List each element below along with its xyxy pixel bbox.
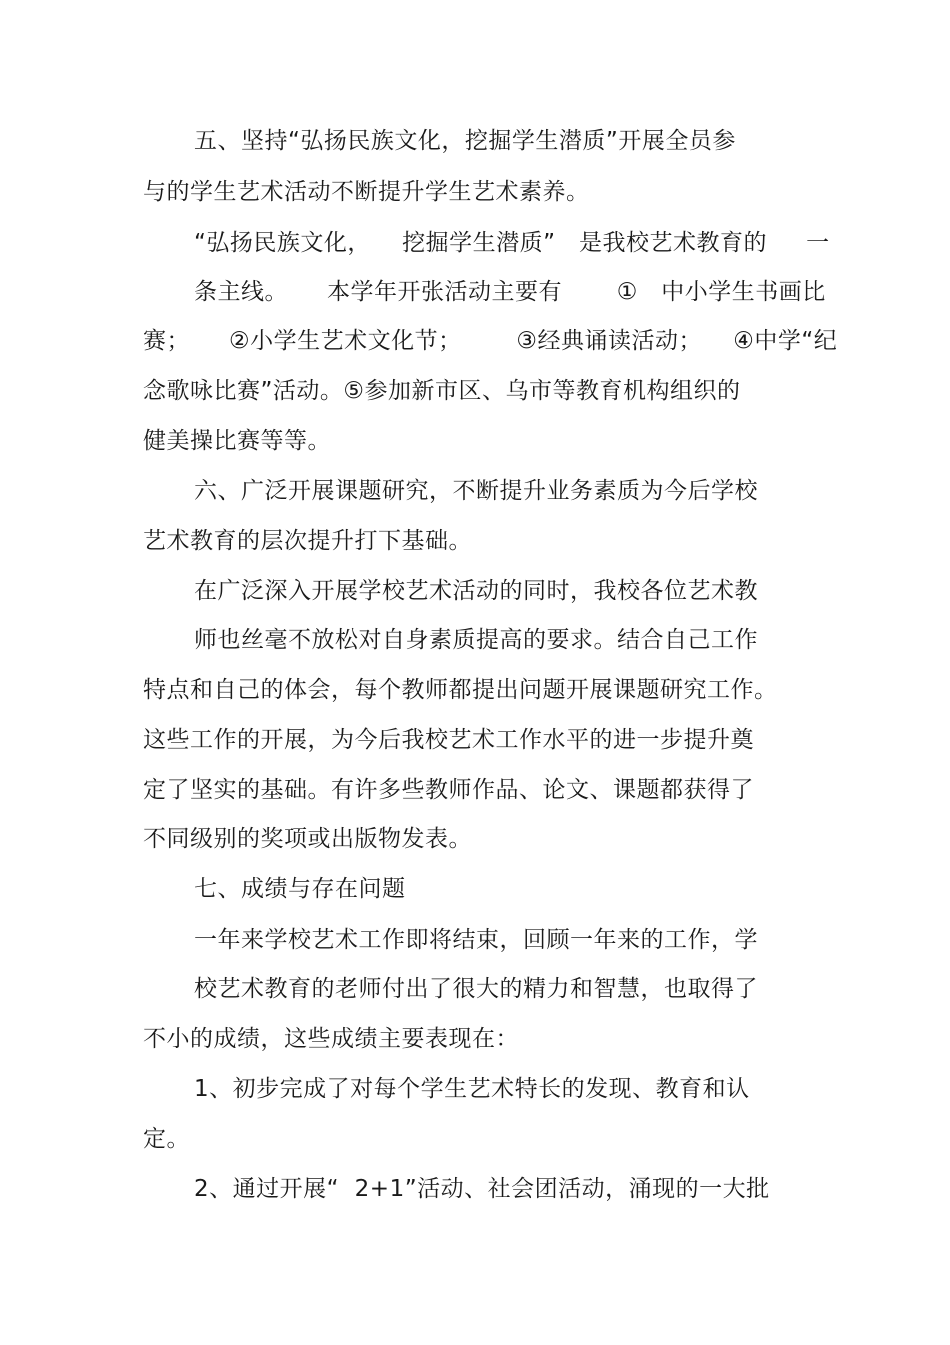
text-line: 不小的成绩，这些成绩主要表现在： <box>143 1026 519 1052</box>
text-line: 条主线。 本学年开张活动主要有 ① 中小学生书画比 <box>194 279 826 305</box>
text-line: 一年来学校艺术工作即将结束，回顾一年来的工作，学 <box>194 927 758 953</box>
text-line: 六、广泛开展课题研究，不断提升业务素质为今后学校 <box>194 478 758 504</box>
text-line: 念歌咏比赛”活动。⑤参加新市区、乌市等教育机构组织的 <box>143 378 741 404</box>
text-line: 校艺术教育的老师付出了很大的精力和智慧，也取得了 <box>194 976 758 1002</box>
text-line: 健美操比赛等等。 <box>143 428 331 454</box>
text-line: 定。 <box>143 1126 190 1152</box>
text-line: 特点和自己的体会，每个教师都提出问题开展课题研究工作。 <box>143 677 778 703</box>
text-line: 1、初步完成了对每个学生艺术特长的发现、教育和认 <box>194 1076 750 1102</box>
text-line: 五、坚持“弘扬民族文化，挖掘学生潜质”开展全员参 <box>194 128 736 154</box>
text-line: 赛； ②小学生艺术文化节； ③经典诵读活动； ④中学“纪 <box>143 328 838 354</box>
text-line: 艺术教育的层次提升打下基础。 <box>143 528 472 554</box>
text-line: “弘扬民族文化， 挖掘学生潜质” 是我校艺术教育的 一 <box>194 230 830 256</box>
text-line: 在广泛深入开展学校艺术活动的同时，我校各位艺术教 <box>194 578 758 604</box>
text-line: 师也丝毫不放松对自身素质提高的要求。结合自己工作 <box>194 627 758 653</box>
text-line: 与的学生艺术活动不断提升学生艺术素养。 <box>143 179 590 205</box>
text-line: 不同级别的奖项或出版物发表。 <box>143 826 472 852</box>
text-line: 这些工作的开展，为今后我校艺术工作水平的进一步提升奠 <box>143 727 754 753</box>
text-line: 2、通过开展“ 2+1”活动、社会团活动，涌现的一大批 <box>194 1176 770 1202</box>
text-line: 七、成绩与存在问题 <box>194 876 406 902</box>
text-line: 定了坚实的基础。有许多些教师作品、论文、课题都获得了 <box>143 777 754 803</box>
